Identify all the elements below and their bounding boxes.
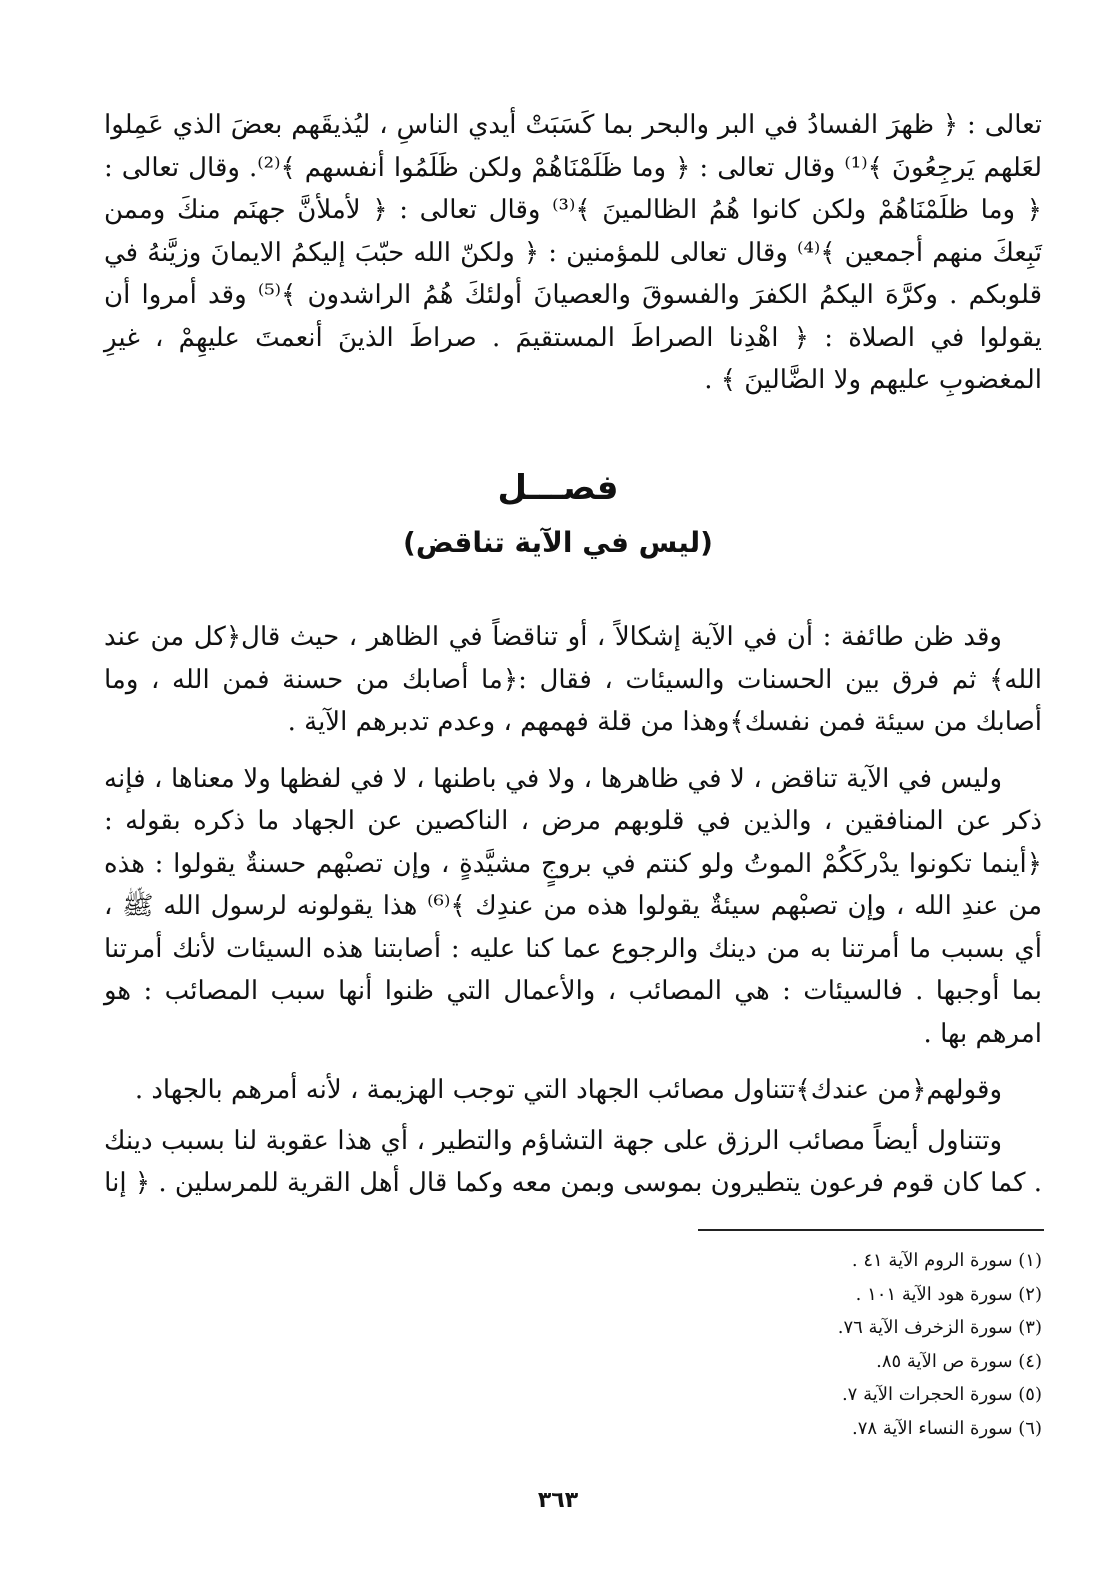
top-text-block bbox=[104, 104, 1042, 402]
paragraph-3: وقولهم﴿من عندك﴾تتناول مصائب الجهاد التي توجب الهزيمة ، لأنه أمرهم بالجهاد . bbox=[134, 1075, 1002, 1105]
paragraph-1: وقد ظن طائفة : أن في الآية إشكالاً ، أو تناقضاً في الظاهر ، حيث قال﴿كل من عند الله﴾ ثم فرق بين الحسنات والسيئات ، فقال :﴿ما أصابك من حسنة فمن الله ، وما أصابك من سيئة فمن نفسك﴾وهذا من قلة فهمهم ، وعدم تدبرهم الآية . bbox=[104, 622, 1042, 737]
section-subtitle: (ليس في الآية تناقض) bbox=[403, 526, 713, 559]
section-title: فصـــل bbox=[497, 468, 619, 508]
paragraph-2: وليس في الآية تناقض ، لا في ظاهرها ، ولا في باطنها ، لا في لفظها ولا معناها ، فإنه ذكر عن المنافقين ، والذين في قلوبهم مرض ، الناكصين عن الجهاد ما ذكره بقوله : ﴿أينما تكونوا يدْركَكُمْ الموتُ ولو كنتم في بروجٍ مشيَّدةٍ ، وإن تصبْهم حسنةٌ يقولوا : هذه من عندِ الله ، وإن تصبْهم سيئةٌ يقولوا هذه من عندِك ﴾⁽⁶⁾ هذا يقولونه لرسول الله ﷺ ، أي بسبب ما أمرتنا به من دينك والرجوع عما كنا عليه : أصابتنا هذه السيئات لأنك أمرتنا بما أوجبها . فالسيئات : هي المصائب ، والأعمال التي ظنوا أنها سبب المصائب : هو امرهم بها . bbox=[104, 763, 1042, 1049]
paragraph-4: وتتناول أيضاً مصائب الرزق على جهة التشاؤم والتطير ، أي هذا عقوبة لنا بسبب دينك . كما كان قوم فرعون يتطيرون بموسى وبمن معه وكما قال أهل القرية للمرسلين . ﴿ إنا bbox=[104, 1125, 1042, 1198]
page-number: ٣٦٣ bbox=[537, 1488, 579, 1513]
top-paragraph: تعالى : ﴿ ظهرَ الفسادُ في البر والبحر بما كَسَبَتْ أيدي الناسِ ، ليُذيقَهم بعضَ الذي عَمِلوا لعَلهم يَرجِعُونَ ﴾⁽¹⁾ وقال تعالى : ﴿ وما ظَلَمْنَاهُمْ ولكن ظَلَمُوا أنفسهم ﴾⁽²⁾. وقال تعالى : ﴿ وما ظلَمْنَاهُمْ ولكن كانوا هُمُ الظالمينَ ﴾⁽³⁾ وقال تعالى : ﴿ لأملأنَّ جهنَم منكَ وممن تَبِعكَ منهم أجمعين ﴾⁽⁴⁾ وقال تعالى للمؤمنين : ﴿ ولكنّ الله حبّبَ إليكمُ الايمانَ وزيَّنهُ في قلوبكم . وكرَّهَ اليكمُ الكفرَ والفسوقَ والعصيانَ أولئكَ هُمُ الراشدون ﴾⁽⁵⁾ وقد أمروا أن يقولوا في الصلاة : ﴿ اهْدِنا الصراطَ المستقيمَ . صراطَ الذينَ أنعمتَ عليهِمْ ، غيرِ المغضوبِ عليهم ولا الضَّالينَ ﴾ . bbox=[104, 110, 1043, 395]
footnote-4: (٤) سورة ص الآية ٨٥. bbox=[876, 1350, 1042, 1372]
footnote-2: (٢) سورة هود الآية ١٠١ . bbox=[855, 1283, 1042, 1305]
footnote-6: (٦) سورة النساء الآية ٧٨. bbox=[851, 1417, 1042, 1439]
footnote-5: (٥) سورة الحجرات الآية ٧. bbox=[841, 1384, 1042, 1406]
footnote-3: (٣) سورة الزخرف الآية ٧٦. bbox=[837, 1317, 1042, 1339]
footnotes bbox=[600, 1244, 1042, 1446]
main-text-block bbox=[104, 616, 1042, 1205]
footnote-1: (١) سورة الروم الآية ٤١ . bbox=[851, 1250, 1042, 1271]
footnote-divider bbox=[698, 1229, 1044, 1231]
